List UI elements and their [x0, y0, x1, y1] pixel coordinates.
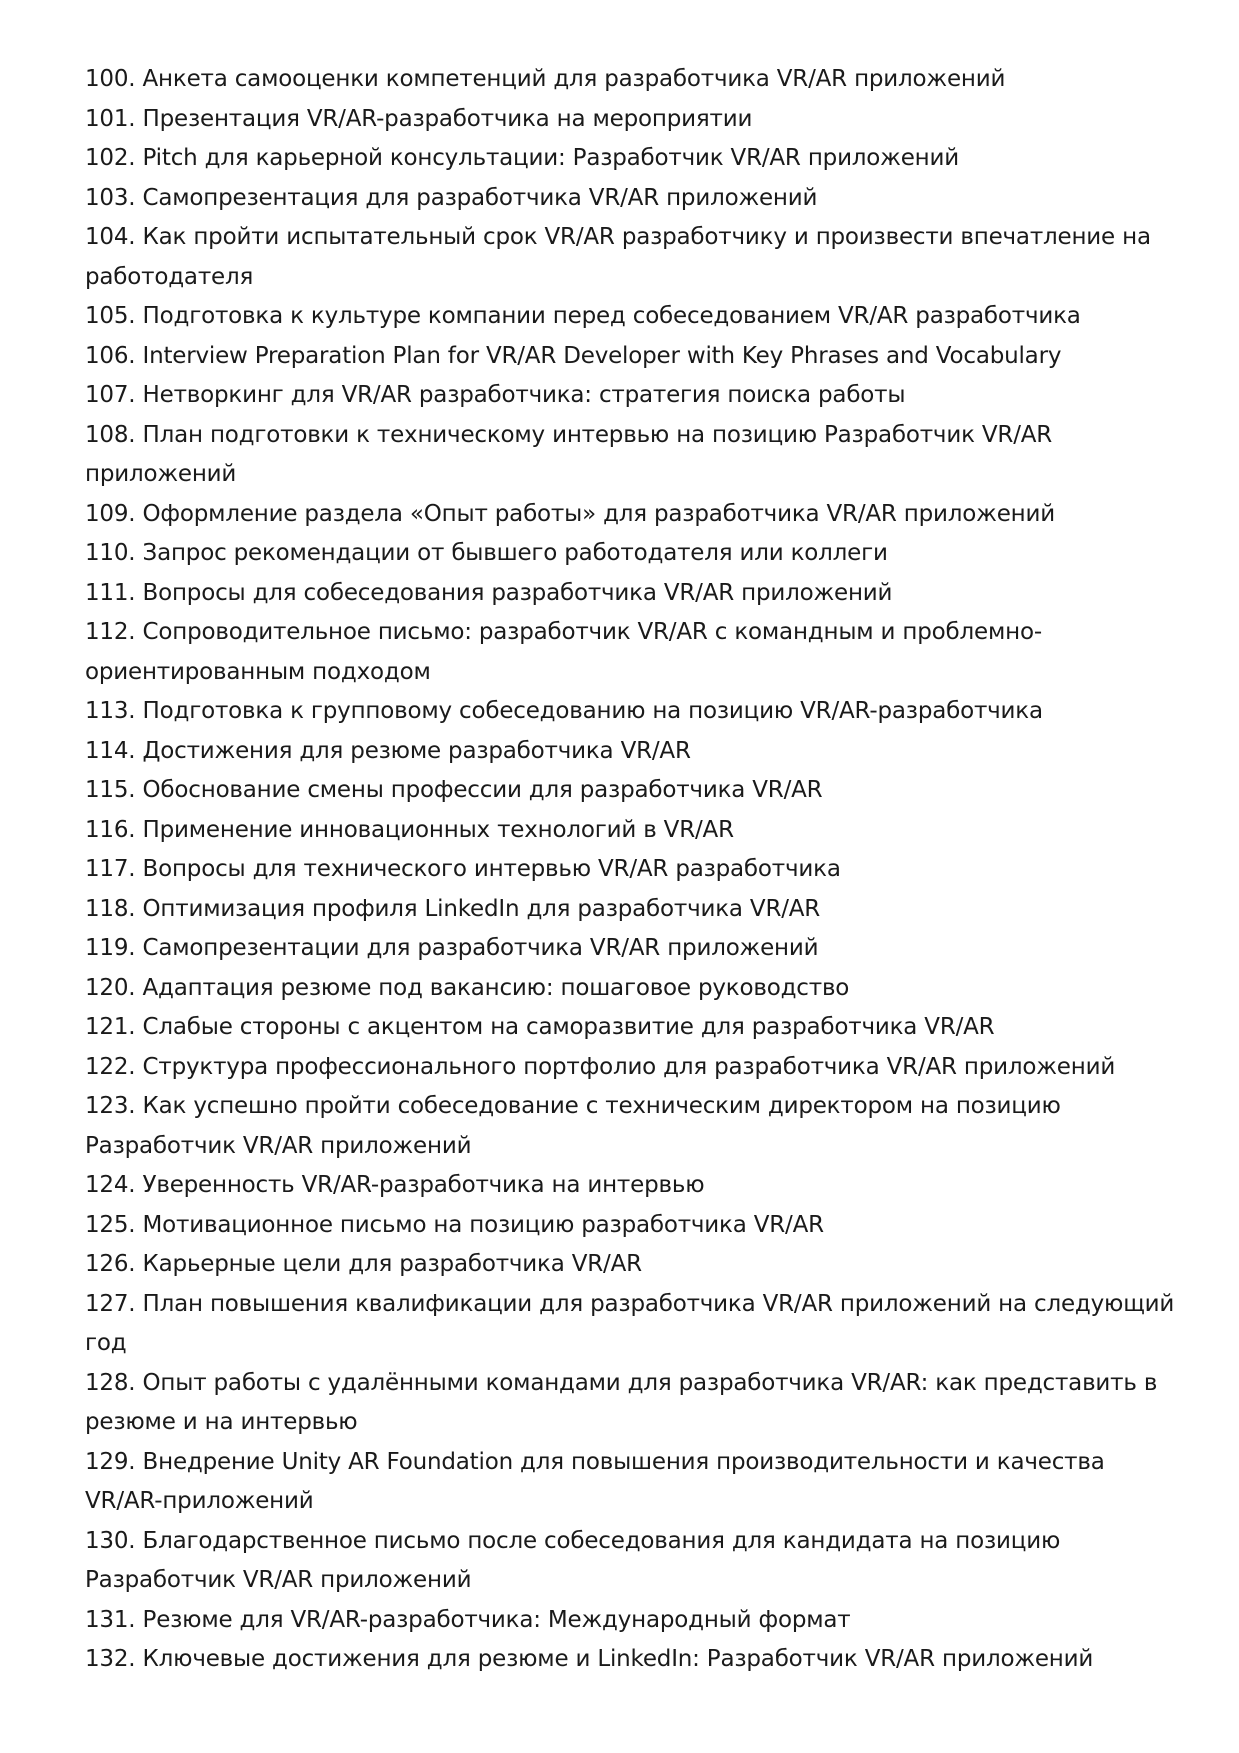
list-item: 125. Мотивационное письмо на позицию разработчика VR/AR: [85, 1211, 824, 1238]
list-item: 128. Опыт работы с удалёнными командами для разработчика VR/AR: как представить в резюме и на интервью: [85, 1369, 1158, 1435]
document-page: [85, 60, 1185, 1680]
list-item: 109. Оформление раздела «Опыт работы» для разработчика VR/AR приложений: [85, 500, 1055, 527]
list-item: 102. Pitch для карьерной консультации: Разработчик VR/AR приложений: [85, 145, 959, 171]
list-item: 119. Самопрезентации для разработчика VR/AR приложений: [85, 935, 819, 961]
list-item: 117. Вопросы для технического интервью VR/AR разработчика: [85, 856, 841, 882]
list-item: 104. Как пройти испытательный срок VR/AR разработчику и произвести впечатление на работодателя: [85, 224, 1151, 290]
list-item: 112. Сопроводительное письмо: разработчик VR/AR с командным и проблемно-ориентированным подходом: [85, 619, 1042, 685]
list-item: 108. План подготовки к техническому интервью на позицию Разработчик VR/AR приложений: [85, 421, 1053, 487]
list-item: 123. Как успешно пройти собеседование с техническим директором на позицию Разработчик VR/AR приложений: [85, 1093, 1061, 1159]
list-item: 106. Interview Preparation Plan for VR/AR Developer with Key Phrases and Vocabulary: [85, 342, 1062, 369]
list-item: 113. Подготовка к групповому собеседованию на позицию VR/AR-разработчика: [85, 698, 1043, 724]
list-item: 101. Презентация VR/AR-разработчика на мероприятии: [85, 105, 753, 132]
list-item: 100. Анкета самооценки компетенций для разработчика VR/AR приложений: [85, 66, 1006, 92]
list-item: 111. Вопросы для собеседования разработчика VR/AR приложений: [85, 579, 893, 606]
list-item: 118. Оптимизация профиля LinkedIn для разработчика VR/AR: [85, 895, 821, 922]
list-item: 124. Уверенность VR/AR-разработчика на интервью: [85, 1172, 705, 1198]
list-item: 127. План повышения квалификации для разработчика VR/AR приложений на следующий год: [85, 1290, 1175, 1356]
list-item: 132. Ключевые достижения для резюме и LinkedIn: Разработчик VR/AR приложений: [85, 1646, 1094, 1672]
list-item: 105. Подготовка к культуре компании перед собеседованием VR/AR разработчика: [85, 303, 1081, 329]
list-item: 120. Адаптация резюме под вакансию: пошаговое руководство: [85, 974, 850, 1001]
list-item: 122. Структура профессионального портфолио для разработчика VR/AR приложений: [85, 1053, 1116, 1080]
list-item: 129. Внедрение Unity AR Foundation для повышения производительности и качества VR/AR-приложений: [85, 1448, 1105, 1514]
list-item: 103. Самопрезентация для разработчика VR/AR приложений: [85, 184, 818, 211]
list-item: 130. Благодарственное письмо после собеседования для кандидата на позицию Разработчик VR/AR приложений: [85, 1527, 1061, 1593]
list-item: 107. Нетворкинг для VR/AR разработчика: стратегия поиска работы: [85, 382, 906, 408]
list-item: 110. Запрос рекомендации от бывшего работодателя или коллеги: [85, 540, 888, 566]
list-item: 114. Достижения для резюме разработчика VR/AR: [85, 737, 691, 764]
list-item: 121. Слабые стороны с акцентом на саморазвитие для разработчика VR/AR: [85, 1014, 995, 1040]
list-item: 131. Резюме для VR/AR-разработчика: Международный формат: [85, 1606, 851, 1633]
list-item: 116. Применение инновационных технологий в VR/AR: [85, 816, 734, 843]
list-item: 115. Обоснование смены профессии для разработчика VR/AR: [85, 777, 823, 803]
list-item: 126. Карьерные цели для разработчика VR/AR: [85, 1251, 642, 1277]
